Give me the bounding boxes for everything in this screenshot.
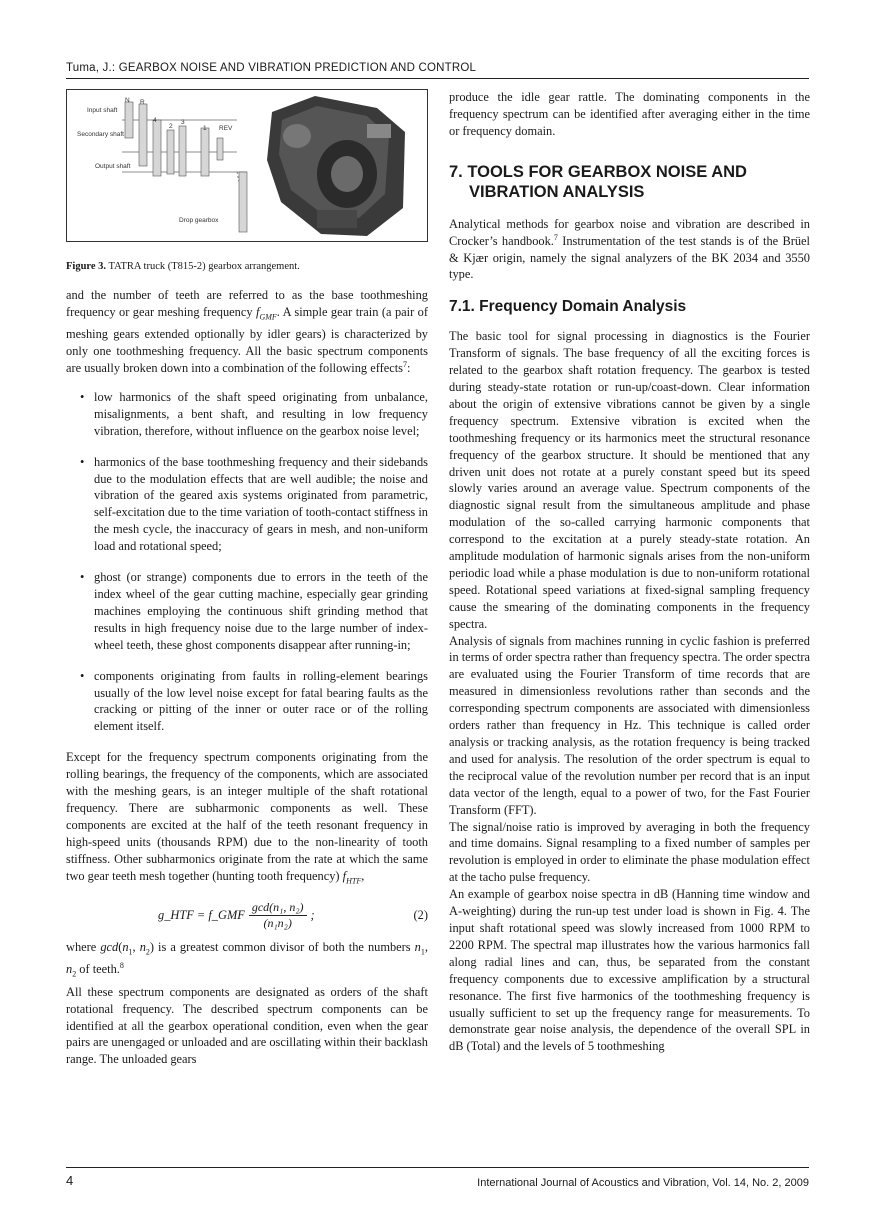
right-paragraph-2: The basic tool for signal processing in diagnostics is the Fourier Transform of signals. The base frequency of all the exciting forces is related to the gearbox shaft rotation frequency. The gearbox is tested during steady-state rotation or run-up/coast-down. Clear information about the origin of extensive vibrations cannot be given by a single frequency spectrum. Extensive vibration is excited when the toothmeshing frequency or its harmonics meet the structural resonance frequency of the gearbox structure. It should be mentioned that any driven unit does not rotate at a purely constant speed but its speed slowly varies around an average value. Spectrum components of the diagnostic signal result from the simultaneous amplitude and phase modulation of the so-called carrying harmonic components that correspond to the excitation at a purely steady-state rotation. An amplitude modulation of harmonic signals arises from the non-uniform periodic load while a phase modulation is due to non-uniform rotational speed. Rotational speed variations at fixed-signal sampling frequency cause the smearing of the dominating components in the frequency spectra. [449,329,810,631]
subsection-heading: 7.1. Frequency Domain Analysis [449,298,687,316]
equation-number: (2) [413,907,428,922]
list-item: • low harmonics of the shaft speed originating from unbalance, misalignments, a bent shaft, and resulting in low frequency vibration, therefore, without influence on the gearbox noise level; [66,389,428,440]
input-shaft-label: Input shaft [87,107,118,114]
left-column [66,89,428,1068]
equation-lhs: g_HTF = f_GMF [158,907,245,922]
gear-r-label: R [140,99,145,106]
list-item: • ghost (or strange) components due to errors in the teeth of the index wheel of the gear cutting machine, especially gear grinding machines employing the continuous shift grinding method that results in high frequency noise due to the large number of index-wheel teeth, these ghost components disappear after running-in; [66,569,428,654]
gear-n-label: N [125,97,130,104]
output-shaft-label: Output shaft [95,163,131,170]
gearbox-photo [267,96,405,236]
secondary-shaft-label: Secondary shaft [77,131,124,138]
right-paragraph-1: Analytical methods for gearbox noise and vibration are described in Crocker’s handbook.$^7$ Instrumentation of the test stands is of the Brüel & Kjær origin, namely the signal analyzers of the BK 2034 and 3550 type. [449,216,810,282]
list-item: • harmonics of the base toothmeshing frequency and their sidebands due to the modulation effects that are well audible; the noise and vibration of the geared axis systems originated from parametric, self-excitation due to the time variation of tooth-contact stiffness in the mesh cycle, the inaccuracy of gears in mesh, and non-uniform load and rotational speed; [66,454,428,555]
equation-denominator: (n₁n₂) [263,915,292,930]
right-paragraph-3: Analysis of signals from machines running in cyclic fashion is preferred in terms of order spectra rather than frequency spectra. The order spectra are evaluated using the Fourier Transform of time records that are measured in dimensionless revolutions rather than seconds and the corresponding spectrum components are associated with dimensionless orders rather than frequency in Hz. This technique is called order analysis or tracking analysis, as the rotation frequency is being tracked and used for analysis. The resolution of the order spectrum is equal to the reciprocal value of the revolution number per record that is an input data vector of the length, equal to a power of two, for the Fast Fourier Transform (FFT). [449,633,810,817]
header-rule [66,78,809,79]
page-number: 4 [66,1173,74,1188]
journal-footer: International Journal of Acoustics and Vibration, Vol. 14, No. 2, 2009 [477,1177,809,1189]
gear-3-label: 3 [181,119,185,126]
gear-1-label: 1 [203,125,207,132]
list-item: • components originating from faults in rolling-element bearings usually of the low level noise except for fatal bearing faults as the cracking or pitting of the inner or outer race or of the rolling element itself. [66,668,428,736]
figure-gearbox [66,89,428,242]
gearbox-diagram [67,90,427,241]
right-paragraph-0: produce the idle gear rattle. The dominating components in the frequency spectrum can be identified after averaging either in the time or frequency domain. [449,90,810,138]
gear-2-label: 2 [169,123,173,130]
drop-gearbox-label: Drop gearbox [179,217,219,224]
left-paragraph-2: Except for the frequency spectrum components originating from the rolling bearings, the frequency of the components, which are associated with the meshing gears, is an integer multiple of the shaft rotational frequency. There are subharmonic components as well. These components are excited at the half of the teeth resonant frequency in high-speed units (thousands RPM) due to the non-linearity of tooth stiffness. Other subharmonics originate from the rate at which the same two gear teeth mesh together (hunting tooth frequency) $f_{HTF}$, [66,750,428,886]
right-column [449,89,810,1055]
gear-rev-label: REV [219,125,233,132]
gear-4-label: 4 [153,117,157,124]
left-paragraph-3: where $\gcd(n_1$, $n_2$) is a greatest common divisor of both the numbers $n_1$, $n_2$ of teeth.$^8$ [66,939,428,979]
equation-fraction [249,900,307,931]
figure-caption: Figure 3. TATRA truck (T815-2) gearbox arrangement. [66,261,300,272]
effects-list [66,389,428,735]
equation-numerator: gcd(n₁, n₂) [249,900,307,916]
left-paragraph-1: and the number of teeth are referred to as the base toothmeshing frequency or gear meshing frequency $f_{GMF}$. A simple gear train (a pair of meshing gears extended optionally by idler gears) is characterized by only one toothmeshing frequency. All the basic spectrum components are usually broken down into a combination of the following effects$^7$: [66,287,428,375]
footer-rule [66,1167,809,1168]
right-paragraph-5: An example of gearbox noise spectra in dB (Hanning time window and A-weighting) during the run-up test under load is shown in Fig. 4. The input shaft rotational speed was slowly increased from 1000 RPM to 2200 RPM. The spectral map illustrates how the various harmonics fall along radial lines and can, thus, be separated from the constant frequency components due to excessive amplification by a structural resonance. The first five harmonics of the toothmeshing frequency is usually sufficient to set up the frequency range for measurements. To demonstrate gear noise analysis, the dependence of the overall SPL in dB (Total) and the levels of 5 toothmeshing [449,887,810,1054]
left-paragraph-4: All these spectrum components are designated as orders of the shaft rotational frequency. The described spectrum components can be identified at all the gearbox operational condition, even when the gear pairs are unengaged or unloaded and are oscillating within their backlash range. The unloaded gears [66,984,428,1067]
right-paragraph-4: The signal/noise ratio is improved by averaging in both the frequency and time domains. Signal resampling to a fixed number of samples per revolution is employed in order to eliminate the phase modulation effect at the tacho pulse frequency. [449,819,810,885]
equation-2: g_HTF = f_GMF $\frac{\text{gcd(n₁, n₂)}}{\text{(n₁n₂)}}$ ; (2) [158,899,428,930]
section-heading: 7. TOOLS FOR GEARBOX NOISE AND VIBRATION ANALYSIS [449,162,747,201]
running-title: Tuma, J.: GEARBOX NOISE AND VIBRATION PREDICTION AND CONTROL [66,62,477,74]
